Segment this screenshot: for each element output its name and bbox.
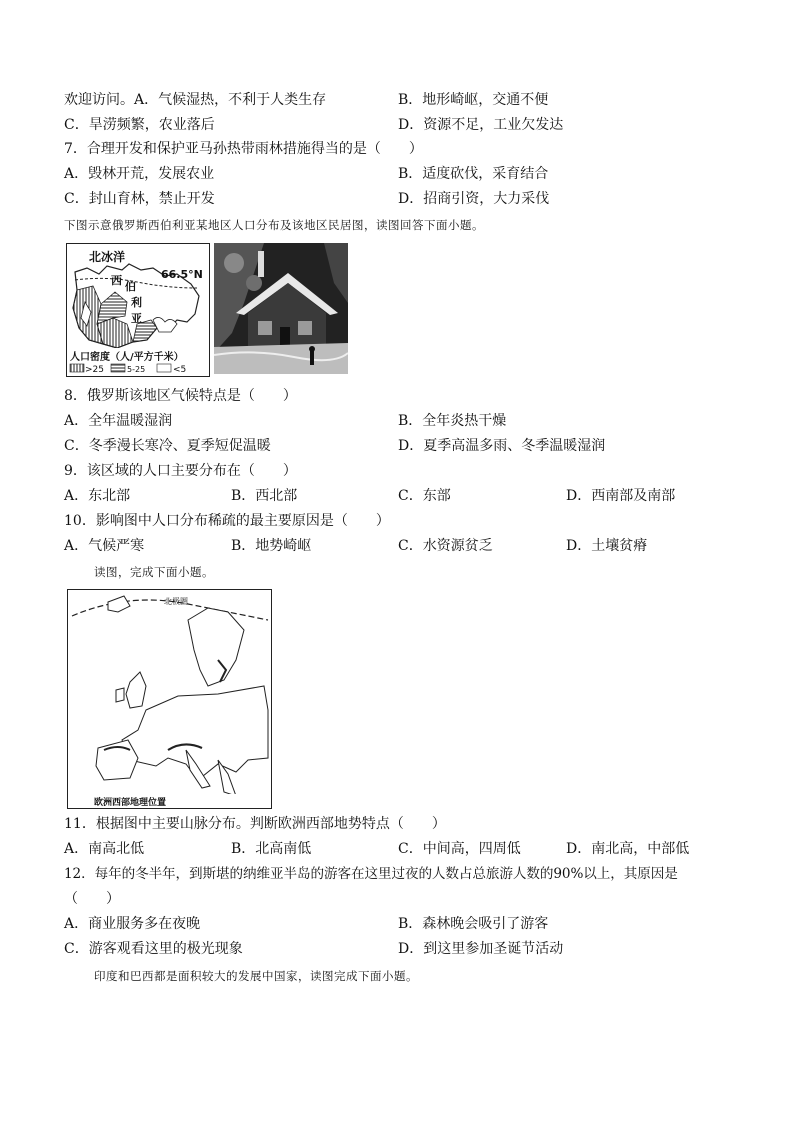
q6-option-a: A．气候湿热，不利于人类生存	[134, 92, 327, 108]
q11-option-a: A．南高北低	[64, 841, 145, 857]
q7-option-c: C．封山育林，禁止开发	[64, 191, 215, 207]
legend-label-low: <5	[173, 365, 187, 375]
q11-stem: 11．根据图中主要山脉分布。判断欧洲西部地势特点（ ）	[64, 816, 446, 832]
q8-option-b: B．全年炎热干燥	[398, 413, 507, 429]
legend-label-high: >25	[85, 365, 104, 375]
arctic-ocean-label: 北冰洋	[89, 250, 126, 264]
europe-map-caption: 欧洲西部地理位置	[94, 798, 167, 808]
region-char-2: 伯	[125, 280, 136, 293]
q10-option-c: C．水资源贫乏	[398, 538, 493, 554]
legend-swatch-mid	[111, 364, 125, 372]
region-char-1: 西	[111, 274, 122, 287]
q12-option-d: D．到这里参加圣诞节活动	[398, 941, 564, 957]
q12-option-c: C．游客观看这里的极光现象	[64, 941, 243, 957]
q10-option-a: A．气候严寒	[64, 538, 145, 554]
region-char-3: 利	[131, 296, 142, 309]
q12-option-a: A．商业服务多在夜晚	[64, 916, 201, 932]
q10-option-d: D．土壤贫瘠	[566, 538, 648, 554]
legend-swatch-low	[157, 364, 171, 372]
q8-stem: 8．俄罗斯该地区气候特点是（ ）	[64, 388, 297, 404]
arctic-circle-label: 北极圈	[164, 597, 188, 606]
q9-option-d: D．西南部及南部	[566, 488, 676, 504]
q8-option-d: D．夏季高温多雨、冬季温暖湿润	[398, 438, 606, 454]
q7-option-a: A．毁林开荒，发展农业	[64, 166, 215, 182]
q7-option-b: B．适度砍伐，采育结合	[398, 166, 549, 182]
legend-title: 人口密度（人/平方千米）	[70, 352, 184, 363]
siberia-population-map	[66, 243, 210, 377]
intro-siberia: 下图示意俄罗斯西伯利亚某地区人口分布及该地区民居图，读图回答下面小题。	[64, 218, 484, 232]
q9-option-a: A．东北部	[64, 488, 131, 504]
region-char-4: 亚	[131, 312, 142, 325]
q6-stem-tail: 欢迎访问。	[64, 92, 134, 108]
q7-option-d: D．招商引资，大力采伐	[398, 191, 550, 207]
q11-option-c: C．中间高，四周低	[398, 841, 521, 857]
q9-option-c: C．东部	[398, 488, 451, 504]
western-europe-map	[67, 589, 272, 809]
q12-stem: 12．每年的冬半年，到斯堪的纳维亚半岛的游客在这里过夜的人数占总旅游人数的90%以上，其原因是	[64, 866, 678, 882]
q12-option-b: B．森林晚会吸引了游客	[398, 916, 549, 932]
q9-option-b: B．西北部	[231, 488, 298, 504]
q6-option-d: D．资源不足，工业欠发达	[398, 117, 564, 133]
q9-stem: 9．该区域的人口主要分布在（ ）	[64, 463, 297, 479]
q11-option-b: B．北高南低	[231, 841, 312, 857]
q10-stem: 10．影响图中人口分布稀疏的最主要原因是（ ）	[64, 513, 390, 529]
q8-option-a: A．全年温暖湿润	[64, 413, 173, 429]
q8-option-c: C．冬季漫长寒冷、夏季短促温暖	[64, 438, 271, 454]
q12-stem-cont: （ ）	[64, 891, 120, 907]
q6-option-c: C．旱涝频繁，农业落后	[64, 117, 215, 133]
q11-option-d: D．南北高，中部低	[566, 841, 690, 857]
q10-option-b: B．地势崎岖	[231, 538, 312, 554]
legend-swatch-high	[70, 364, 84, 372]
intro-europe: 读图，完成下面小题。	[94, 565, 214, 579]
q7-stem: 7．合理开发和保护亚马孙热带雨林措施得当的是（ ）	[64, 141, 423, 157]
legend-label-mid: 5-25	[127, 365, 146, 374]
intro-india-brazil: 印度和巴西都是面积较大的发展中国家，读图完成下面小题。	[94, 969, 418, 983]
latitude-label: 66.5°N	[161, 268, 203, 281]
q6-option-b: B．地形崎岖，交通不便	[398, 92, 549, 108]
siberian-house-photo	[214, 243, 348, 374]
